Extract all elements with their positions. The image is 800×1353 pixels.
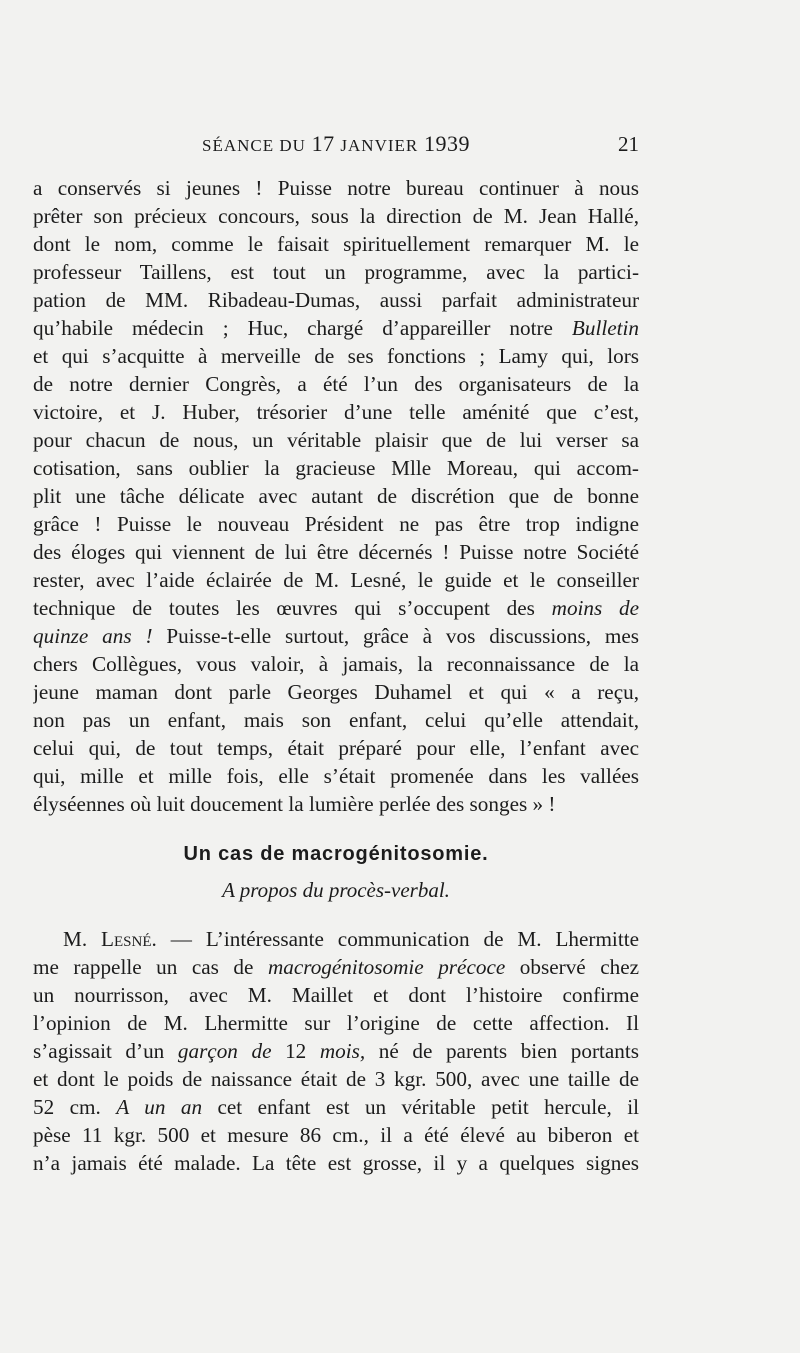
text-line: non pas un enfant, mais son enfant, celui qu’elle attendait, [33,708,639,732]
text-line: a conservés si jeunes ! Puisse notre bureau continuer à nous [33,176,639,200]
text-line: plit une tâche délicate avec autant de discrétion que de bonne [33,484,639,508]
paragraph-lesne [33,925,639,1177]
text-line: un nourrisson, avec M. Maillet et dont l’histoire confirme [33,983,639,1007]
running-head [33,128,639,160]
text-line: quinze ans ! Puisse-t-elle surtout, grâce à vos discussions, mes [33,624,639,648]
italic-term: mois, [319,1039,366,1063]
text-line: pation de MM. Ribadeau-Dumas, aussi parfait administrateur [33,288,639,312]
running-head-title [33,128,639,162]
text-line: M. Lesné. — L’intéressante communication de M. Lhermitte [63,927,639,951]
text-line: rester, avec l’aide éclairée de M. Lesné, le guide et le conseiller [33,568,639,592]
text-line: grâce ! Puisse le nouveau Président ne pas être trop indigne [33,512,639,536]
header-month: JANVIER [340,136,419,155]
italic-term: Bulletin [571,316,639,340]
text-line: des éloges qui viennent de lui être décernés ! Puisse notre Société [33,540,639,564]
italic-term: garçon de [177,1039,272,1063]
text-line: de notre dernier Congrès, a été l’un des organisateurs de la [33,372,639,396]
speaker-name: M. Lesné. [63,927,157,951]
text-line: n’a jamais été malade. La tête est grosse, il y a quelques signes [33,1151,639,1175]
text-line: et dont le poids de naissance était de 3 kgr. 500, avec une taille de [33,1067,639,1091]
text-line: qu’habile médecin ; Huc, chargé d’appareiller notre Bulletin [33,316,639,340]
text-line: professeur Taillens, est tout un programme, avec la partici- [33,260,639,284]
text-line: l’opinion de M. Lhermitte sur l’origine de cette affection. Il [33,1011,639,1035]
section-subtitle: A propos du procès-verbal. [222,878,450,902]
text-line: celui qui, de tout temps, était préparé pour elle, l’enfant avec [33,736,639,760]
italic-term: A un an [116,1095,203,1119]
text-line: chers Collègues, vous valoir, à jamais, la reconnaissance de la [33,652,639,676]
italic-term: macrogénitosomie précoce [267,955,506,979]
header-day: 17 [311,131,335,156]
page-number: 21 [618,132,639,156]
text-line: 52 cm. A un an cet enfant est un véritable petit hercule, il [33,1095,639,1119]
text-line: et qui s’acquitte à merveille de ses fonctions ; Lamy qui, lors [33,344,639,368]
paragraph-closing-speech [33,174,639,818]
text-line: pour chacun de nous, un véritable plaisir que de lui verser sa [33,428,639,452]
header-prefix: SÉANCE DU [201,136,306,155]
text-line: pèse 11 kgr. 500 et mesure 86 cm., il a été élevé au biberon et [33,1123,639,1147]
header-year: 1939 [424,131,470,156]
text-line: élyséennes où luit doucement la lumière perlée des songes » ! [33,792,556,816]
text-line: cotisation, sans oublier la gracieuse Mlle Moreau, qui accom- [33,456,639,480]
italic-term: quinze ans ! [33,624,153,648]
text-line: me rappelle un cas de macrogénitosomie précoce observé chez [33,955,639,979]
text-line: s’agissait d’un garçon de 12 mois, né de parents bien portants [33,1039,639,1063]
italic-term: moins de [551,596,639,620]
text-line: victoire, et J. Huber, trésorier d’une telle aménité que c’est, [33,400,639,424]
text-line: prêter son précieux concours, sous la direction de M. Jean Hallé, [33,204,639,228]
text-line: dont le nom, comme le faisait spirituellement remarquer M. le [33,232,639,256]
text-line: technique de toutes les œuvres qui s’occupent des moins de [33,596,639,620]
text-line: qui, mille et mille fois, elle s’était promenée dans les vallées [33,764,639,788]
text-line: jeune maman dont parle Georges Duhamel et qui « a reçu, [33,680,639,704]
section-title: Un cas de macrogénitosomie. [183,843,489,865]
